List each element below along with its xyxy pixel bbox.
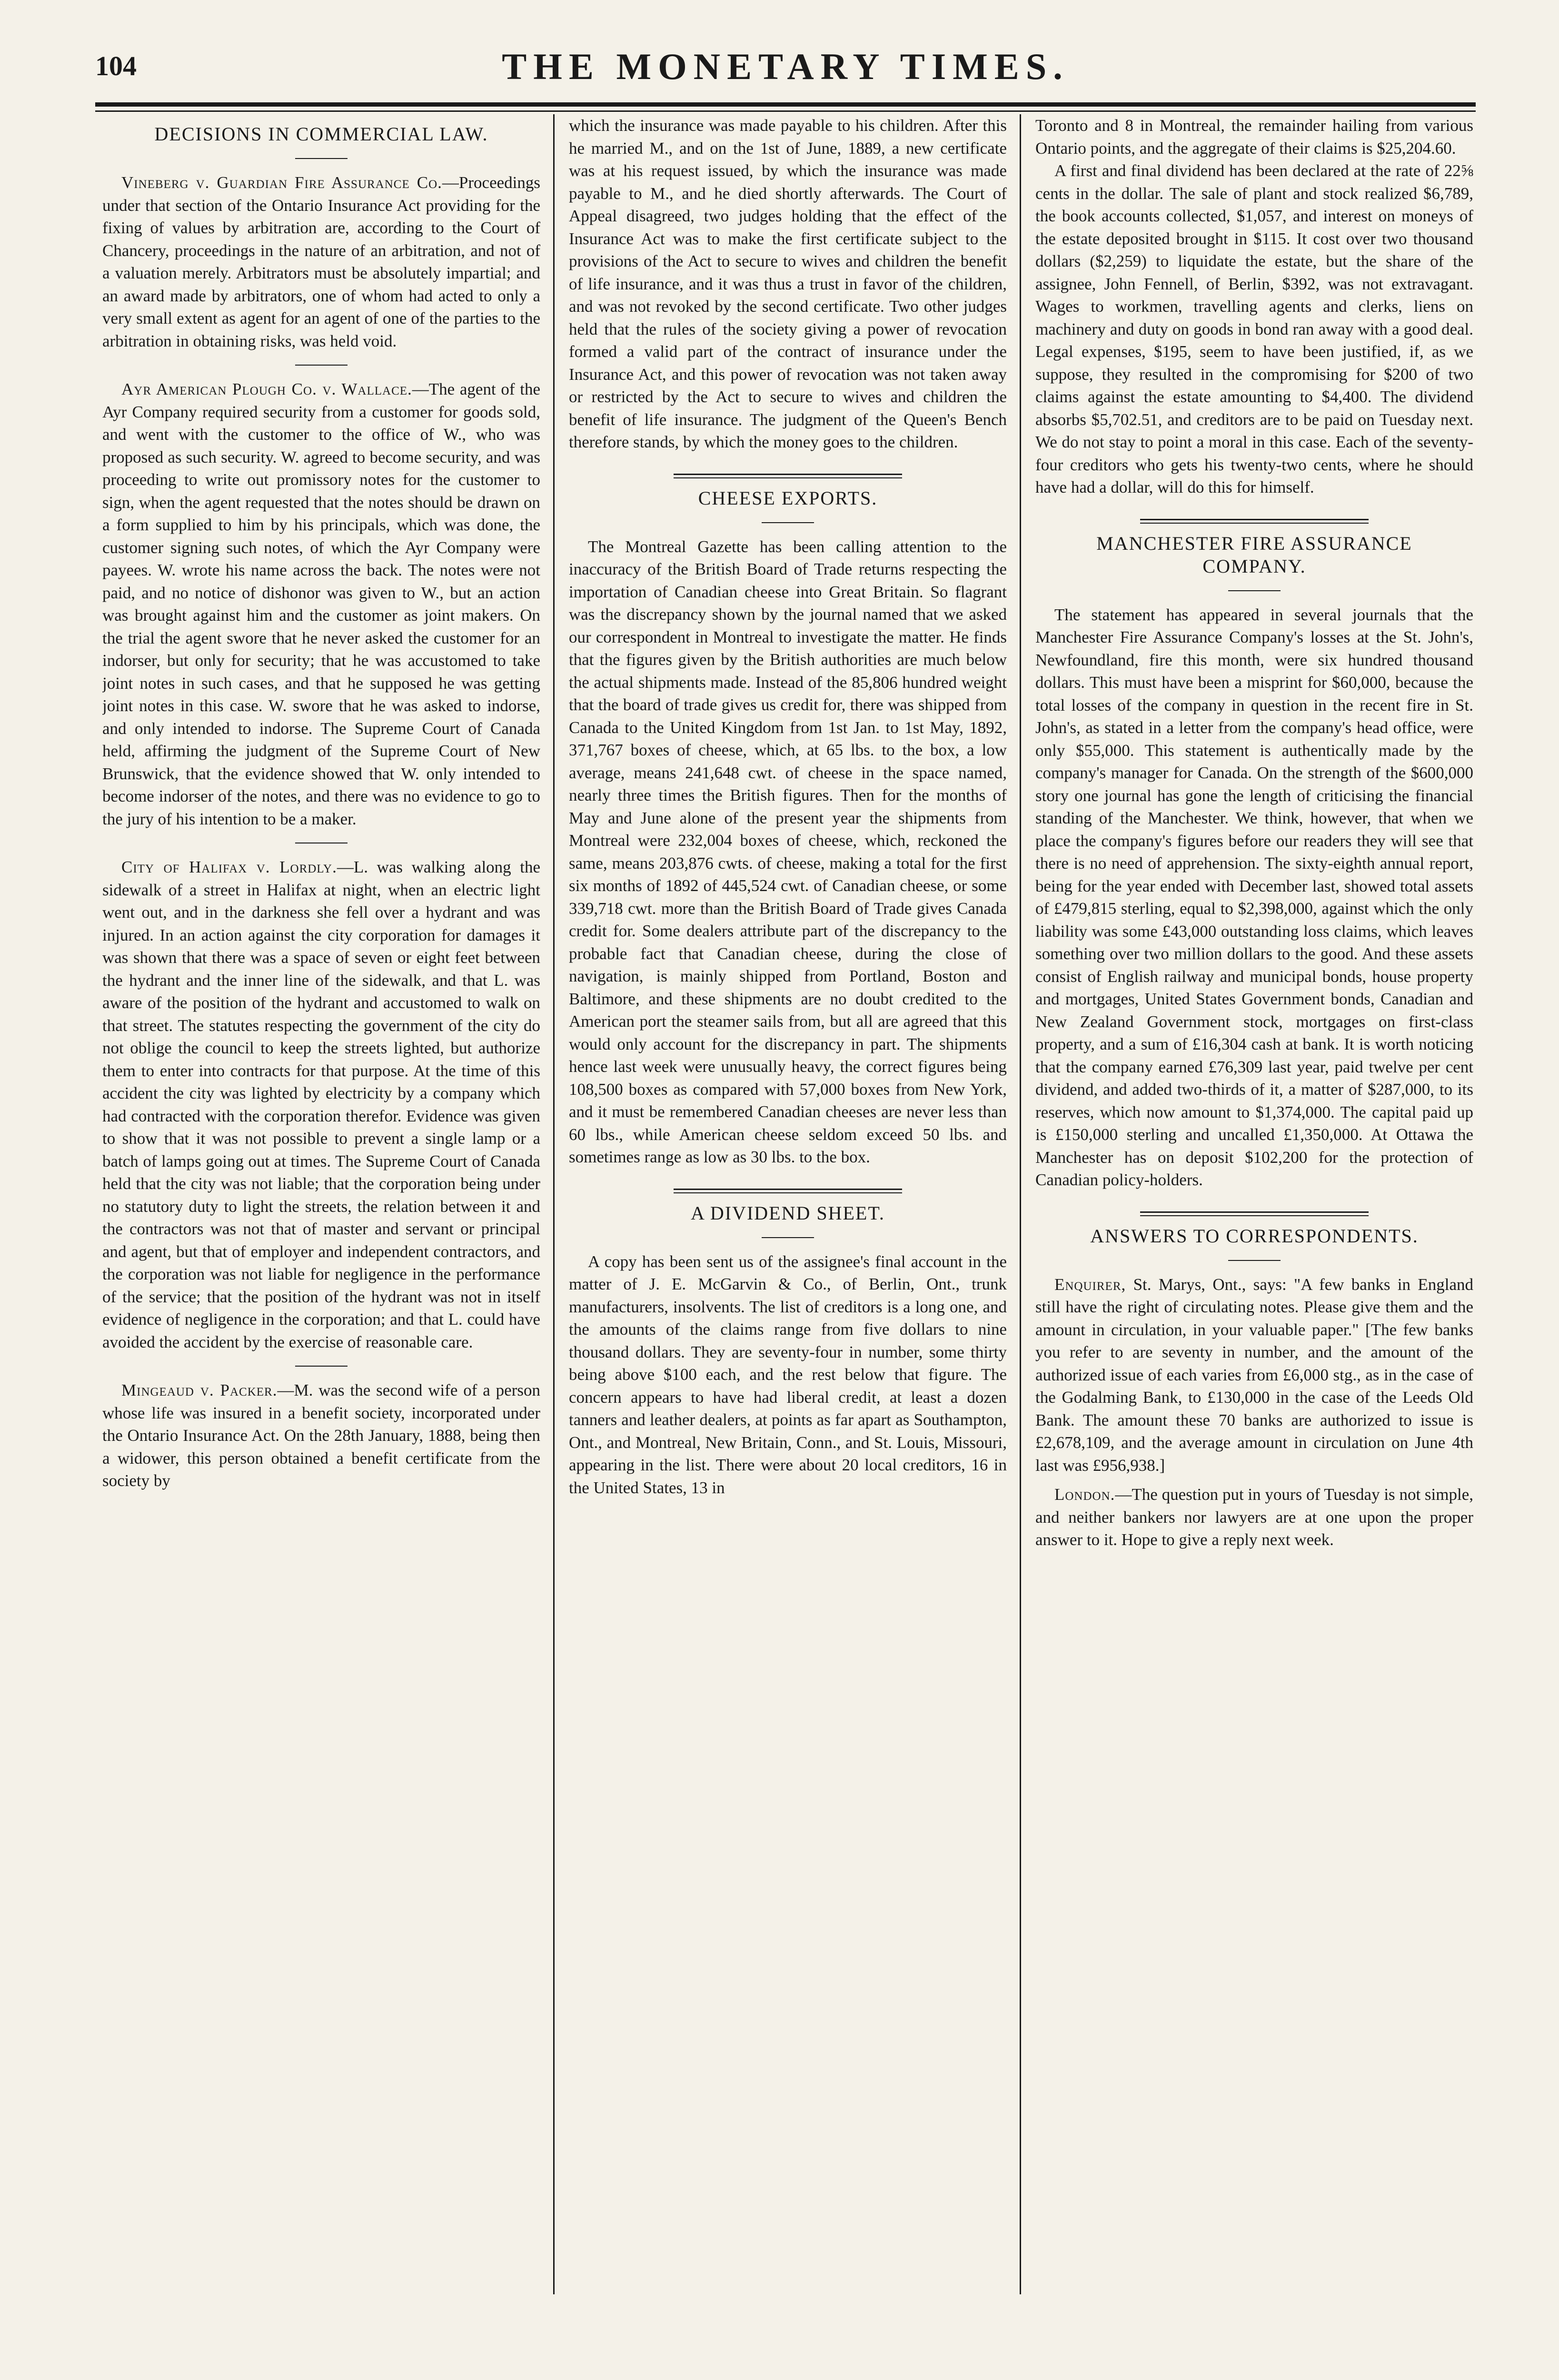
correspondent-name: Enquirer,	[1054, 1275, 1126, 1294]
case-vineberg	[102, 171, 540, 352]
masthead-rule-thin	[95, 110, 1476, 112]
section-double-rule	[1140, 1211, 1369, 1216]
case-title: City of Halifax v. Lordly.	[121, 858, 337, 876]
column-3	[1035, 114, 1473, 2294]
case-body: —The agent of the Ayr Company required security from a customer for goods sold, and went with the customer to the office of W., who was proposed as such security. W. agreed to become security, and was proceeding to write out promissory notes for the customer to sign, when the agent requested that the notes should be drawn on a form supplied to him by his principals, which was done, the customer signing such notes, of which the Ayr Company were payees. W. wrote his name across the back. The notes were not paid, and no notice of dishonor was given to W., but an action was brought against him and the customer as joint makers. On the trial the agent swore that he never asked the customer for an indorser, but only for security; that he was accustomed to take joint notes in such cases, and that he supposed he was getting joint notes in this case. W. swore that he was asked to indorse, and only intended to indorse. The Supreme Court of Canada held, affirming the judgment of the Supreme Court of New Brunswick, that the evidence showed that W. only intended to become indorser of the notes, and there was no evidence to go to the jury of his intention to be a maker.	[102, 380, 540, 828]
case-title: Ayr American Plough Co. v. Wallace.	[121, 380, 412, 398]
column-1	[102, 114, 540, 2294]
case-mingeaud-continued: which the insurance was made payable to his children. After this he married M., and on the 1st of June, 1889, a new certificate was at his request issued, by which the insurance was made payable to M., and he died shortly afterwards. The Court of Appeal disagreed, two judges holding that the effect of the Insurance Act was to make the first certificate subject to the provisions of the Act to secure to wives and children the benefit of life insurance, and it was thus a trust in favor of the children, and was not revoked by the second certificate. Two other judges held that the rules of the society giving a power of revocation formed a valid part of the contract of insurance under the Insurance Act, and this power of revocation was not taken away or restricted by the Act to secure to wives and children the benefit of life insurance. The judgment of the Queen's Bench therefore stands, by which the money goes to the children.	[569, 116, 1007, 451]
case-body: —L. was walking along the sidewalk of a street in Halifax at night, when an electric light went out, and in the darkness she fell over a hydrant and was injured. In an action against the city corporation for damages it was shown that there was a space of seven or eight feet between the hydrant and the inner line of the sidewalk, and that L. was aware of the position of the hydrant and accustomed to walk on that street. The statutes respecting the government of the city do not oblige the council to keep the streets lighted, but authorize them to enter into contracts for that purpose. At the time of this accident the city was lighted by electricity by a company which had contracted with the corporation therefor. Evidence was given to show that it was not possible to prevent a single lamp or a batch of lamps going out at times. The Supreme Court of Canada held that the city was not liable; that the corporation being under no statutory duty to light the streets, the relation between it and the contractors was not that of master and servant or principal and agent, but that of employer and independent contractors, and the corporation was not liable for negligence in the performance of the service; that the position of the hydrant was not in itself evidence of negligence in the corporation; and that L. could have avoided the accident by the exercise of reasonable care.	[102, 858, 540, 1351]
journal-title: THE MONETARY TIMES.	[502, 46, 1069, 87]
short-rule	[295, 365, 348, 366]
case-body: —M. was the second wife of a person whose life was insured in a benefit society, incorporated under the Ontario Insurance Act. On the 28th January, 1888, being then a widower, this person obtained a benefit certificate from the society by	[102, 1381, 540, 1490]
short-rule	[762, 1237, 814, 1238]
section-heading-commercial-law: DECISIONS IN COMMERCIAL LAW.	[154, 123, 488, 145]
case-body: —Proceedings under that section of the Ontario Insurance Act providing for the fixing of values by arbitration are, according to the Court of Chancery, proceedings in the nature of an arbitration, and not of a valuation merely. Arbitrators must be absolutely impartial; and an award made by arbitrators, one of whom had acted to only a very small extent as agent for an agent of one of the parties to the arbitration in obtaining risks, was held void.	[102, 173, 540, 350]
section-heading-dividend: A DIVIDEND SHEET.	[691, 1202, 885, 1224]
heading-line: MANCHESTER FIRE ASSURANCE	[1096, 532, 1412, 554]
section-heading-cheese: CHEESE EXPORTS.	[698, 487, 878, 509]
case-mingeaud	[102, 1379, 540, 1492]
short-rule	[295, 158, 348, 159]
masthead-rule-thick	[95, 102, 1476, 107]
short-rule	[1228, 1260, 1281, 1261]
column-divider	[553, 114, 555, 2294]
page-number: 104	[95, 50, 137, 81]
section-double-rule	[674, 1189, 902, 1193]
section-heading-manchester	[1035, 532, 1473, 578]
manchester-article: The statement has appeared in several journals that the Manchester Fire Assurance Company's losses at the St. John's, Newfoundland, fire this month, were six hundred thousand dollars. This must have been a misprint for $60,000, because the total losses of the company in question in the recent fire in St. John's, as stated in a letter from the company's head office, were only $55,000. This statement is authentically made by the company's manager for Canada. On the strength of the $600,000 story one journal has gone the length of criticising the financial standing of the Manchester. We think, however, that when we place the company's figures before our readers they will see that there is no need of apprehension. The sixty-eighth annual report, being for the year ended with December last, showed total assets of £479,815 sterling, equal to $2,398,000, against which the only liability was some £43,000 outstanding loss claims, which leaves something over two million dollars to the good. And these assets consist of English railway and municipal bonds, house property and mortgages, United States Government bonds, Canadian and New Zealand Government stock, mortgages on first-class property, and a sum of £16,304 cash at bank. It is worth noticing that the company earned £76,309 last year, paid twelve per cent dividend, and added two-thirds of it, a matter of $287,000, to its reserves, which now amount to $1,374,000. The capital paid up is £150,000 sterling and uncalled £1,350,000. At Ottawa the Manchester has on deposit $102,200 for the protection of Canadian policy-holders.	[1035, 605, 1473, 1189]
section-double-rule	[1140, 519, 1369, 524]
answer-body: —The question put in yours of Tuesday is not simple, and neither bankers nor lawyers are at one upon the proper answer to it. Hope to give a reply next week.	[1035, 1485, 1473, 1549]
case-title: Mingeaud v. Packer.	[121, 1381, 278, 1399]
masthead	[95, 45, 1476, 102]
dividend-article-continued: Toronto and 8 in Montreal, the remainder hailing from various Ontario points, and the aggregate of their claims is $25,204.60.	[1035, 116, 1473, 158]
dividend-article-para2: A first and final dividend has been declared at the rate of 22⅝ cents in the dollar. The sale of plant and stock realized $6,789, the book accounts collected, $1,057, and interest on moneys of the estate deposited brought in $115. It cost over two thousand dollars ($2,259) to liquidate the estate, but the share of the assignee, John Fennell, of Berlin, $392, was not extravagant. Wages to workmen, travelling agents and clerks, liens on machinery and duty on goods in bond ran away with a good deal. Legal expenses, $195, seem to have been justified, if, as we suppose, they resulted in the compromising for $200 of two claims against the estate amounting to $4,400. The dividend absorbs $5,702.51, and creditors are to be paid on Tuesday next. We do not stay to point a moral in this case. Each of the seventy-four creditors who gets his twenty-two cents, where he should have had a dollar, will do this for himself.	[1035, 161, 1473, 496]
cheese-article: The Montreal Gazette has been calling attention to the inaccuracy of the British Board of Trade returns respecting the importation of Canadian cheese into Great Britain. So flagrant was the discrepancy shown by the journal named that we asked our correspondent in Montreal to investigate the matter. He finds that the figures given by the British authorities are much below the actual shipments made. Instead of the 85,806 hundred weight that the board of trade gives us credit for, there was shipped from Canada to the United Kingdom from 1st Jan. to 1st May, 1892, 371,767 boxes of cheese, which, at 65 lbs. to the box, a low average, means 241,648 cwt. of cheese in the space named, nearly three times the British figures. Then for the months of May and June alone of the present year the shipments from Montreal were 232,004 boxes of cheese, which, reckoned the same, means 203,876 cwts. of cheese, making a total for the first six months of 1892 of 445,524 cwt. of Canadian cheese, or some 339,718 cwt. more than the British Board of Trade gives Canada credit for. Some dealers attribute part of the discrepancy to the probable fact that Canadian cheese, during the close of navigation, is mainly shipped from Portland, Boston and Baltimore, and these shipments are no doubt credited to the American port the steamer sails from, but all are agreed that this would only account for the discrepancy in part. The shipments hence last week were unusually heavy, the correct figures being 108,500 boxes as compared with 57,000 boxes from New York, and it must be remembered Canadian cheeses are never less than 60 lbs., while American cheese seldom exceed 50 lbs. and sometimes range as low as 30 lbs. to the box.	[569, 537, 1007, 1166]
short-rule	[1228, 590, 1281, 591]
correspondent-name: London.	[1054, 1485, 1115, 1504]
answer-body: St. Marys, Ont., says: "A few banks in England still have the right of circulating notes. Please give them and the amount in circulation, in your valuable paper." [The few banks you refer to are seventy in number, and the amount of the authorized issue of each varies from £6,000 stg., as in the case of the Godalming Bank, to £130,000 in the case of the Leeds Old Bank. The amount these 70 banks are authorized to issue is £2,678,109, and the average amount in circulation on June 4th last was £956,938.]	[1035, 1275, 1473, 1475]
column-2	[569, 114, 1007, 2294]
case-title: Vineberg v. Guardian Fire Assurance Co.	[121, 173, 442, 192]
case-halifax	[102, 856, 540, 1353]
answer-london	[1035, 1483, 1473, 1551]
dividend-article: A copy has been sent us of the assignee's final account in the matter of J. E. McGarvin & Co., of Berlin, Ont., trunk manufacturers, insolvents. The list of creditors is a long one, and the amounts of the claims range from five dollars to nine thousand dollars. They are seventy-four in number, some thirty being above $100 each, and the rest below that figure. The concern appears to have had liberal credit, at least a dozen tanners and leather dealers, at points as far apart as Southampton, Ont., and Montreal, New Britain, Conn., and St. Louis, Missouri, appearing in the list. There were about 20 local creditors, 16 in the United States, 13 in	[569, 1252, 1007, 1497]
heading-line: COMPANY.	[1202, 555, 1306, 577]
case-ayr-plough	[102, 378, 540, 830]
spacer	[1035, 1477, 1473, 1483]
section-heading-answers: ANSWERS TO CORRESPONDENTS.	[1090, 1225, 1419, 1247]
answer-enquirer	[1035, 1273, 1473, 1477]
section-double-rule	[674, 474, 902, 478]
short-rule	[295, 1366, 348, 1367]
short-rule	[762, 522, 814, 523]
column-divider	[1020, 114, 1021, 2294]
